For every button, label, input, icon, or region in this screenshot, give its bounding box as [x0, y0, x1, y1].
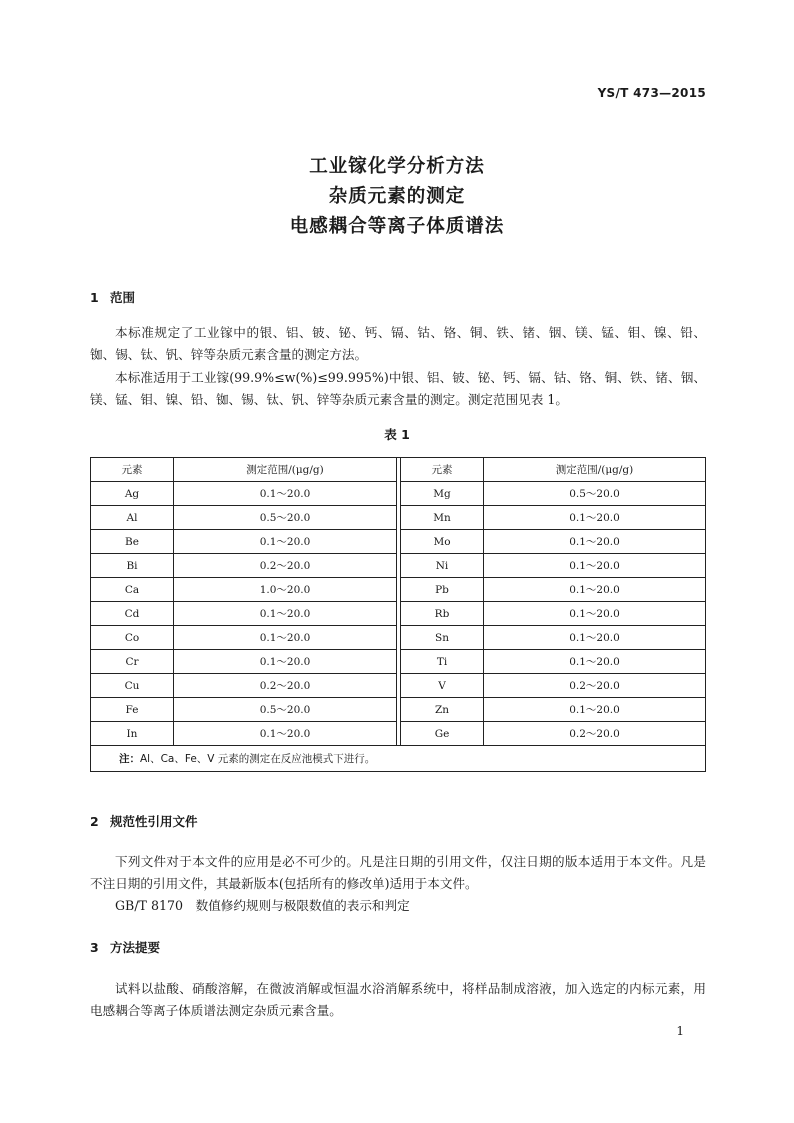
element-cell: Ag [91, 482, 174, 506]
range-cell: 0.1～20.0 [174, 626, 397, 650]
range-cell: 0.1～20.0 [484, 578, 706, 602]
section-2-heading [90, 812, 198, 830]
element-cell: Fe [91, 698, 174, 722]
table-row [91, 506, 706, 530]
element-cell: Co [91, 626, 174, 650]
element-cell: Mn [401, 506, 484, 530]
page-number: 1 [676, 1024, 684, 1038]
table-row [91, 602, 706, 626]
range-cell: 1.0～20.0 [174, 578, 397, 602]
table-caption: 表 1 [384, 427, 410, 442]
table-note-row [91, 746, 706, 772]
range-cell: 0.1～20.0 [484, 698, 706, 722]
range-cell: 0.2～20.0 [174, 554, 397, 578]
table-row [91, 554, 706, 578]
table-row [91, 650, 706, 674]
title-line-3: 电感耦合等离子体质谱法 [289, 216, 505, 237]
table-row [91, 674, 706, 698]
table-header-row [91, 458, 706, 482]
table-1 [90, 457, 705, 772]
range-cell: 0.1～20.0 [484, 626, 706, 650]
element-cell: Bi [91, 554, 174, 578]
range-cell: 0.5～20.0 [174, 506, 397, 530]
range-cell: 0.1～20.0 [484, 650, 706, 674]
section-1-paragraph-1: 本标准规定了工业镓中的银、铝、铍、铋、钙、镉、钴、铬、铜、铁、锗、铟、镁、锰、钼、镍、铅、铷、锡、钛、钒、锌等杂质元素含量的测定方法。 [90, 325, 706, 362]
table-row [91, 698, 706, 722]
element-cell: Rb [401, 602, 484, 626]
element-cell: Cu [91, 674, 174, 698]
element-cell: Ti [401, 650, 484, 674]
table-note [91, 746, 706, 772]
section-2-number: 2 [90, 814, 99, 829]
section-2-title: 规范性引用文件 [110, 814, 198, 829]
range-cell: 0.1～20.0 [174, 602, 397, 626]
range-cell: 0.1～20.0 [484, 506, 706, 530]
element-cell: Sn [401, 626, 484, 650]
table-note-label: 注： [119, 753, 140, 765]
range-cell: 0.1～20.0 [174, 650, 397, 674]
detection-range-table [90, 457, 706, 772]
range-cell: 0.2～20.0 [484, 722, 706, 746]
element-cell: Ni [401, 554, 484, 578]
section-3-number: 3 [90, 940, 99, 955]
document-title [0, 152, 794, 242]
element-cell: Cd [91, 602, 174, 626]
section-3-title: 方法提要 [110, 940, 161, 955]
element-cell: Ca [91, 578, 174, 602]
range-cell: 0.1～20.0 [174, 530, 397, 554]
element-cell: Be [91, 530, 174, 554]
normative-reference-gbt8170: GB/T 8170 数值修约规则与极限数值的表示和判定 [115, 898, 410, 913]
header-element-right: 元素 [401, 458, 484, 482]
table-row [91, 722, 706, 746]
range-cell: 0.1～20.0 [484, 554, 706, 578]
element-cell: Zn [401, 698, 484, 722]
section-3-heading [90, 938, 160, 956]
section-1-paragraph-2: 本标准适用于工业镓(99.9%≤w(%)≤99.995%)中银、铝、铍、铋、钙、镉、钴、铬、铜、铁、锗、铟、镁、锰、钼、镍、铅、铷、锡、钛、钒、锌等杂质元素含量的测定。测定范围见表 1。 [90, 370, 706, 407]
element-cell: Mo [401, 530, 484, 554]
table-note-text: Al、Ca、Fe、V 元素的测定在反应池模式下进行。 [140, 753, 376, 765]
table-row [91, 482, 706, 506]
standard-code: YS/T 473—2015 [597, 86, 706, 100]
range-cell: 0.1～20.0 [484, 530, 706, 554]
section-3-paragraph-1: 试料以盐酸、硝酸溶解，在微波消解或恒温水浴消解系统中，将样品制成溶液，加入选定的内标元素，用电感耦合等离子体质谱法测定杂质元素含量。 [90, 981, 706, 1018]
table-row [91, 626, 706, 650]
section-1-heading [90, 288, 135, 306]
element-cell: Ge [401, 722, 484, 746]
section-1-title: 范围 [110, 290, 136, 305]
title-line-2: 杂质元素的测定 [328, 186, 466, 207]
element-cell: In [91, 722, 174, 746]
range-cell: 0.2～20.0 [174, 674, 397, 698]
title-line-1: 工业镓化学分析方法 [309, 156, 485, 177]
header-element-left: 元素 [91, 458, 174, 482]
range-cell: 0.1～20.0 [174, 482, 397, 506]
header-range-left: 测定范围/(μg/g) [174, 458, 397, 482]
table-row [91, 578, 706, 602]
section-2-paragraph-1: 下列文件对于本文件的应用是必不可少的。凡是注日期的引用文件，仅注日期的版本适用于本文件。凡是不注日期的引用文件，其最新版本(包括所有的修改单)适用于本文件。 [90, 854, 706, 891]
table-row [91, 530, 706, 554]
section-1-number: 1 [90, 290, 99, 305]
element-cell: Cr [91, 650, 174, 674]
range-cell: 0.1～20.0 [484, 602, 706, 626]
range-cell: 0.5～20.0 [174, 698, 397, 722]
range-cell: 0.1～20.0 [174, 722, 397, 746]
range-cell: 0.5～20.0 [484, 482, 706, 506]
range-cell: 0.2～20.0 [484, 674, 706, 698]
header-range-right: 测定范围/(μg/g) [484, 458, 706, 482]
element-cell: Pb [401, 578, 484, 602]
element-cell: Mg [401, 482, 484, 506]
element-cell: Al [91, 506, 174, 530]
element-cell: V [401, 674, 484, 698]
